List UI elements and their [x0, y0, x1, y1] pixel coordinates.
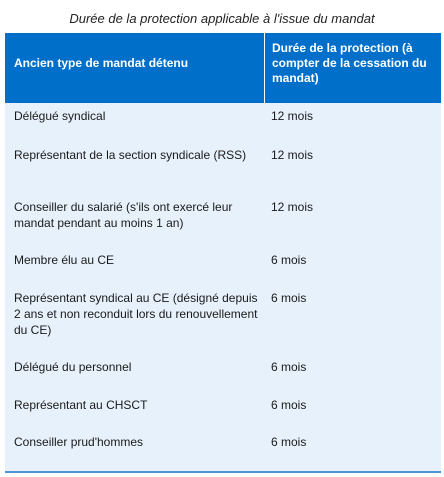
mandate-cell: Délégué syndical	[14, 109, 106, 123]
mandate-cell: Représentant syndical au CE (désigné depuis 2 ans et non reconduit lors du renouvellement du CE)	[14, 291, 258, 337]
duration-cell: 12 mois	[271, 148, 314, 162]
mandate-cell: Représentant au CHSCT	[14, 398, 148, 412]
mandate-cell: Conseiller prud'hommes	[14, 435, 144, 449]
duration-cell: 6 mois	[271, 360, 307, 374]
mandate-cell: Représentant de la section syndicale (RSS)	[14, 148, 247, 162]
protection-duration-table	[5, 33, 441, 473]
duration-cell: 12 mois	[271, 200, 314, 214]
table-header	[5, 33, 441, 103]
mandate-cell: Délégué du personnel	[14, 360, 132, 374]
table-caption: Durée de la protection applicable à l'issue du mandat	[69, 11, 375, 26]
duration-cell: 6 mois	[271, 253, 307, 267]
header-duration: Durée de la protection (à compter de la cessation du mandat)	[272, 41, 427, 85]
duration-cell: 6 mois	[271, 398, 307, 412]
mandate-cell: Membre élu au CE	[14, 253, 115, 267]
duration-cell: 6 mois	[271, 291, 307, 305]
header-divider	[264, 33, 265, 103]
duration-cell: 12 mois	[271, 109, 314, 123]
mandate-cell: Conseiller du salarié (s'ils ont exercé leur mandat pendant au moins 1 an)	[14, 200, 233, 230]
duration-cell: 6 mois	[271, 435, 307, 449]
header-mandate-type: Ancien type de mandat détenu	[14, 56, 189, 70]
